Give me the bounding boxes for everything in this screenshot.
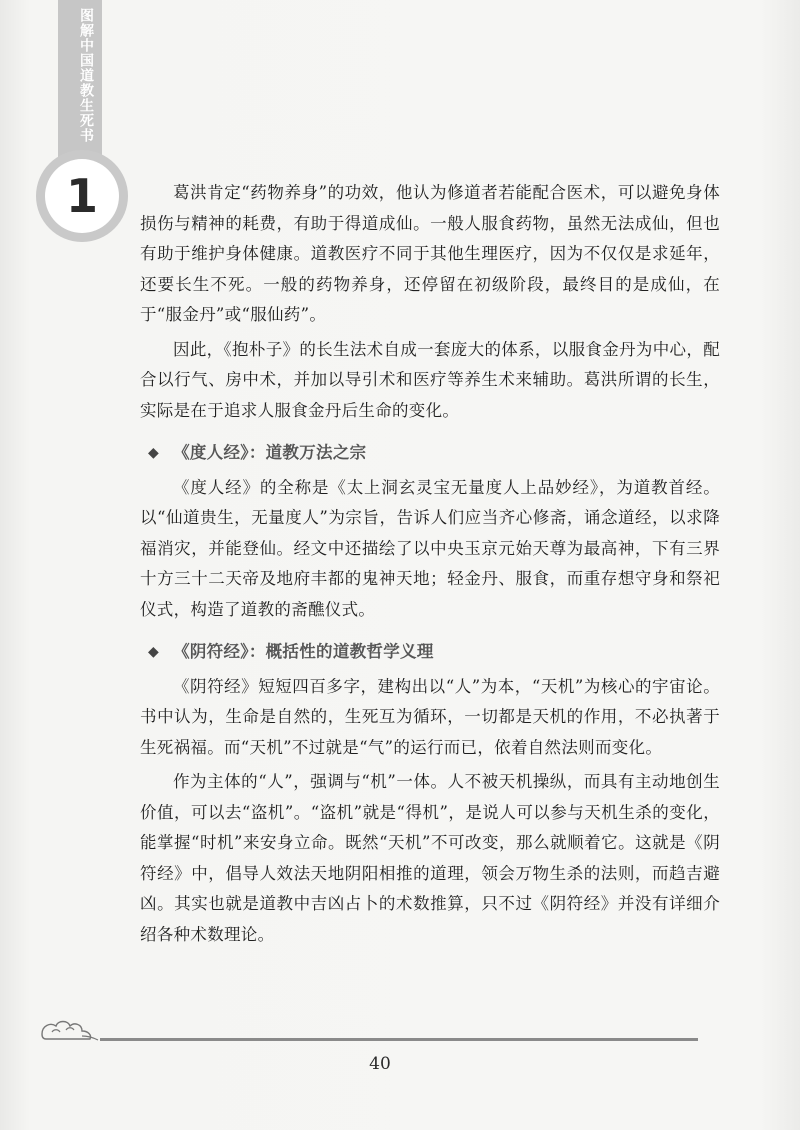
chapter-number-badge: 1 [45,159,119,233]
section-heading-text: 《阴符经》：概括性的道教哲学义理 [173,642,434,661]
page-number: 40 [369,1054,391,1074]
paragraph: 《度人经》的全称是《太上洞玄灵宝无量度人上品妙经》，为道教首经。以“仙道贵生，无量度人”为宗旨，告诉人们应当齐心修斋，诵念道经，以求降福消灾，并能登仙。经文中还描绘了以中央玉京元始天尊为最高神，下有三界十方三十二天帝及地府丰都的鬼神天地；轻金丹、服食，而重存想守身和祭祀仪式，构造了道教的斋醮仪式。 [140,477,720,619]
cloud-ornament-icon [38,1014,100,1044]
section-heading [140,438,720,469]
diamond-bullet-icon: ◆ [148,644,160,660]
paragraph: 《阴符经》短短四百多字，建构出以“人”为本，“天机”为核心的宇宙论。书中认为，生命是自然的，生死互为循环，一切都是天机的作用，不必执著于生死祸福。而“天机”不过就是“气”的运行而已，依着自然法则而变化。 [140,676,720,757]
section-heading [140,637,720,668]
footer-rule [100,1038,698,1041]
paragraph: 葛洪肯定“药物养身”的功效，他认为修道者若能配合医术，可以避免身体损伤与精神的耗费，有助于得道成仙。一般人服食药物，虽然无法成仙，但也有助于维护身体健康。道教医疗不同于其他生理医疗，因为不仅仅是求延年，还要长生不死。一般的药物养身，还停留在初级阶段，最终目的是成仙，在于“服金丹”或“服仙药”。 [140,183,720,324]
paragraph: 作为主体的“人”，强调与“机”一体。人不被天机操纵，而具有主动地创生价值，可以去“盗机”。“盗机”就是“得机”，是说人可以参与天机生杀的变化，能掌握“时机”来安身立命。既然“天机”不可改变，那么就顺着它。这就是《阴符经》中，倡导人效法天地阴阳相推的道理，领会万物生杀的法则，而趋吉避凶。其实也就是道教中吉凶占卜的术数推算，只不过《阴符经》并没有详细介绍各种术数理论。 [140,772,720,944]
paragraph: 因此，《抱朴子》的长生法术自成一套庞大的体系，以服食金丹为中心，配合以行气、房中术，并加以导引术和医疗等养生术来辅助。葛洪所谓的长生，实际是在于追求人服食金丹后生命的变化。 [140,339,720,420]
section-heading-text: 《度人经》：道教万法之宗 [173,443,367,462]
book-title-vertical: 图解中国道教生死书 [78,8,94,143]
main-text [140,178,720,954]
diamond-bullet-icon: ◆ [148,445,160,461]
